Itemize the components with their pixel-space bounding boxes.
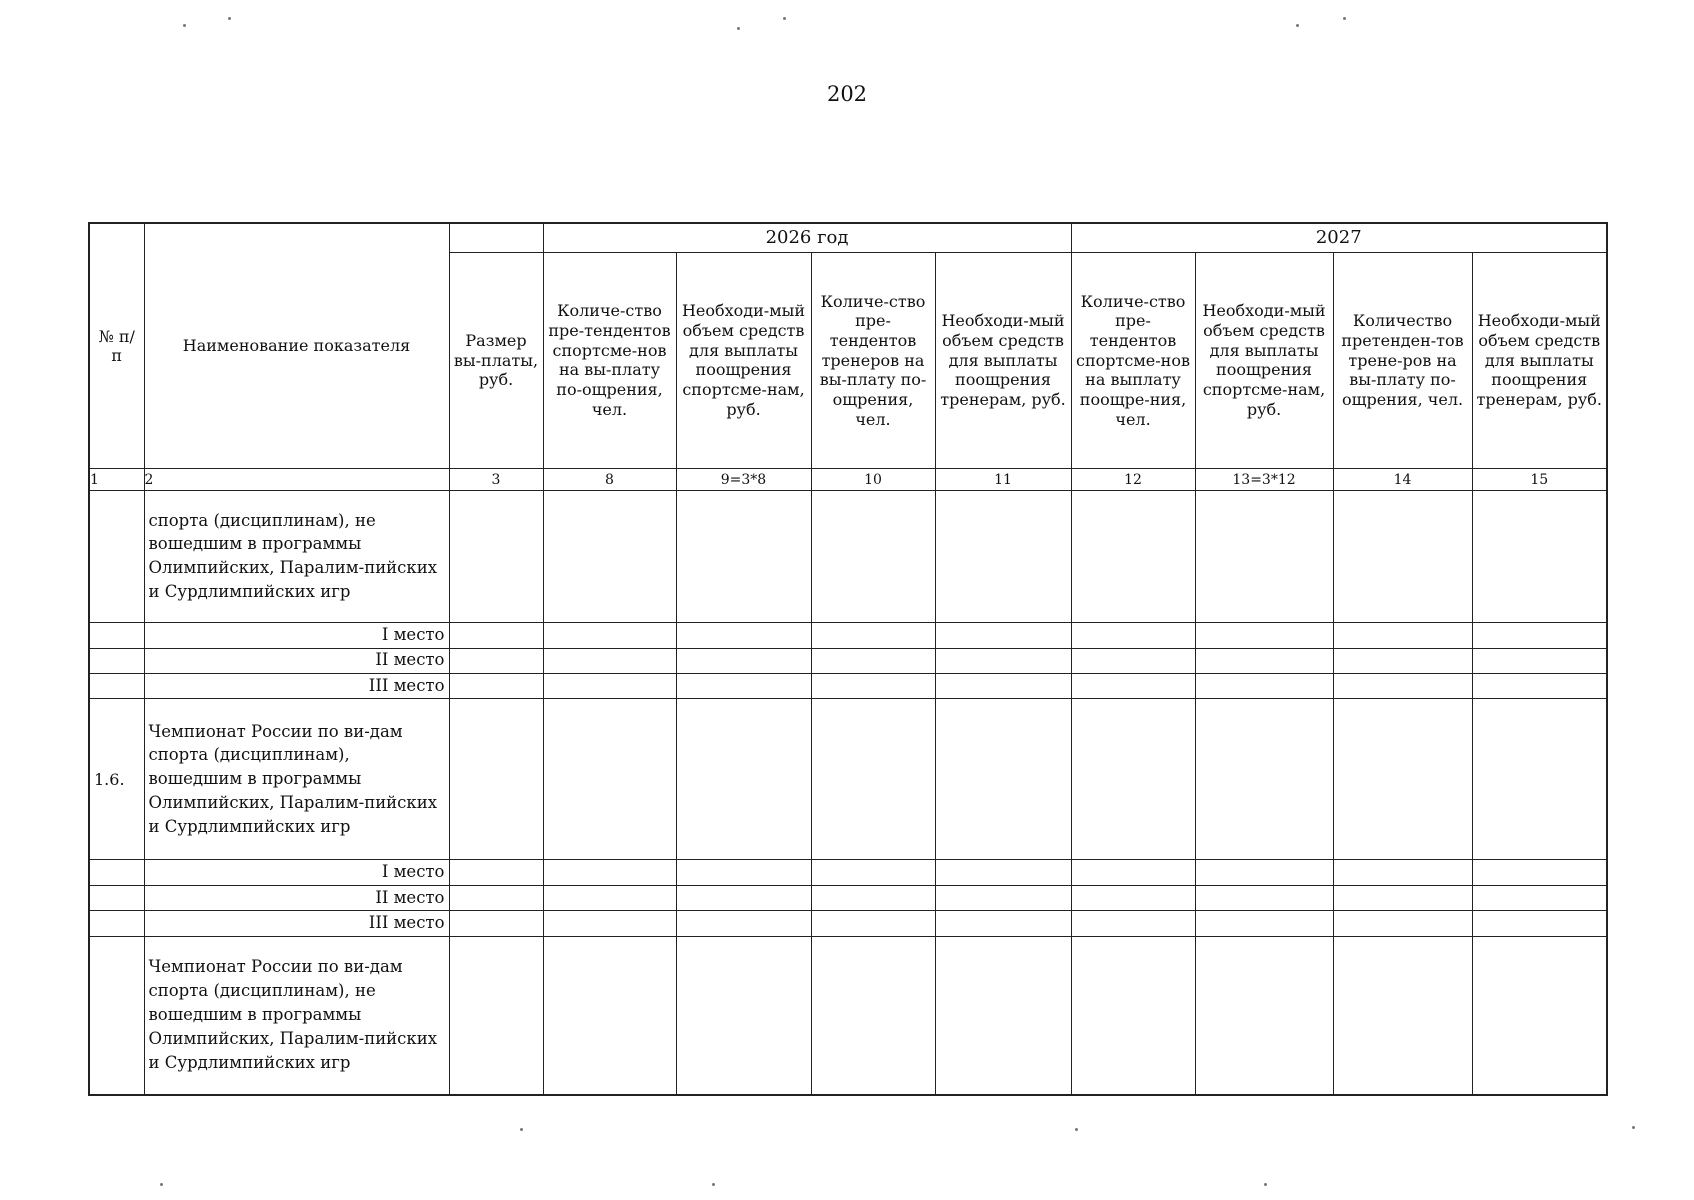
table-row (89, 911, 1607, 936)
row-indicator-name: спорта (дисциплинам), не вошедшим в программы Олимпийских, Паралим-пийских и Сурдлимпийских игр (144, 490, 449, 622)
row-index: 1.6. (89, 699, 144, 860)
column-number: 1 (89, 469, 144, 490)
scan-speck (712, 1183, 715, 1186)
scan-speck (1632, 1126, 1635, 1129)
header-col-15: Необходи-мый объем средств для выплаты поощрения тренерам, руб. (1472, 252, 1607, 469)
page-number: 202 (826, 82, 868, 106)
row-indicator-name: Чемпионат России по ви-дам спорта (дисциплинам), вошедшим в программы Олимпийских, Паралим-пийских и Сурдлимпийских игр (144, 699, 449, 860)
place-label: I место (144, 623, 449, 648)
header-col-10: Количе-ство пре-тендентов тренеров на вы-плату по-ощрения, чел. (811, 252, 935, 469)
scan-speck (1343, 17, 1346, 20)
column-number: 11 (935, 469, 1071, 490)
scan-speck (783, 17, 786, 20)
header-col-9: Необходи-мый объем средств для выплаты поощрения спортсме-нам, руб. (676, 252, 811, 469)
column-number: 8 (543, 469, 676, 490)
column-number-row (89, 469, 1607, 490)
table-row (89, 885, 1607, 910)
table-row (89, 936, 1607, 1095)
header-year-2027: 2027 (1071, 223, 1607, 252)
place-label: I место (144, 860, 449, 885)
header-name: Наименование показателя (144, 223, 449, 469)
header-row-1 (89, 223, 1607, 252)
scan-speck (1296, 24, 1299, 27)
scan-speck (228, 17, 231, 20)
column-number: 9=3*8 (676, 469, 811, 490)
scan-speck (183, 24, 186, 27)
row-indicator-name: Чемпионат России по ви-дам спорта (дисциплинам), не вошедшим в программы Олимпийских, Паралим-пийских и Сурдлимпийских игр (144, 936, 449, 1095)
table-row (89, 490, 1607, 622)
header-blank (449, 223, 543, 252)
table-row (89, 673, 1607, 698)
header-col-13: Необходи-мый объем средств для выплаты поощрения спортсме-нам, руб. (1195, 252, 1333, 469)
column-number: 12 (1071, 469, 1195, 490)
column-number: 10 (811, 469, 935, 490)
table-row (89, 648, 1607, 673)
header-col-11: Необходи-мый объем средств для выплаты поощрения тренерам, руб. (935, 252, 1071, 469)
place-label: II место (144, 885, 449, 910)
place-label: III место (144, 673, 449, 698)
scan-speck (160, 1183, 163, 1186)
indicators-table (88, 222, 1608, 1096)
column-number: 14 (1333, 469, 1472, 490)
column-number: 3 (449, 469, 543, 490)
scan-speck (1264, 1183, 1267, 1186)
scan-speck (737, 27, 740, 30)
header-payment-size: Размер вы-платы, руб. (449, 252, 543, 469)
table-row (89, 860, 1607, 885)
column-number: 15 (1472, 469, 1607, 490)
column-number: 13=3*12 (1195, 469, 1333, 490)
header-year-2026: 2026 год (543, 223, 1071, 252)
table-row (89, 623, 1607, 648)
table-row (89, 699, 1607, 860)
row-index (89, 936, 144, 1095)
row-index (89, 490, 144, 622)
column-number: 2 (144, 469, 449, 490)
place-label: III место (144, 911, 449, 936)
header-no: № п/п (89, 223, 144, 469)
scan-speck (1075, 1128, 1078, 1131)
header-col-14: Количество претенден-тов трене-ров на вы-плату по-ощрения, чел. (1333, 252, 1472, 469)
place-label: II место (144, 648, 449, 673)
header-col-8: Количе-ство пре-тендентов спортсме-нов на вы-плату по-ощрения, чел. (543, 252, 676, 469)
header-col-12: Количе-ство пре-тендентов спортсме-нов на выплату поощре-ния, чел. (1071, 252, 1195, 469)
scan-speck (520, 1128, 523, 1131)
